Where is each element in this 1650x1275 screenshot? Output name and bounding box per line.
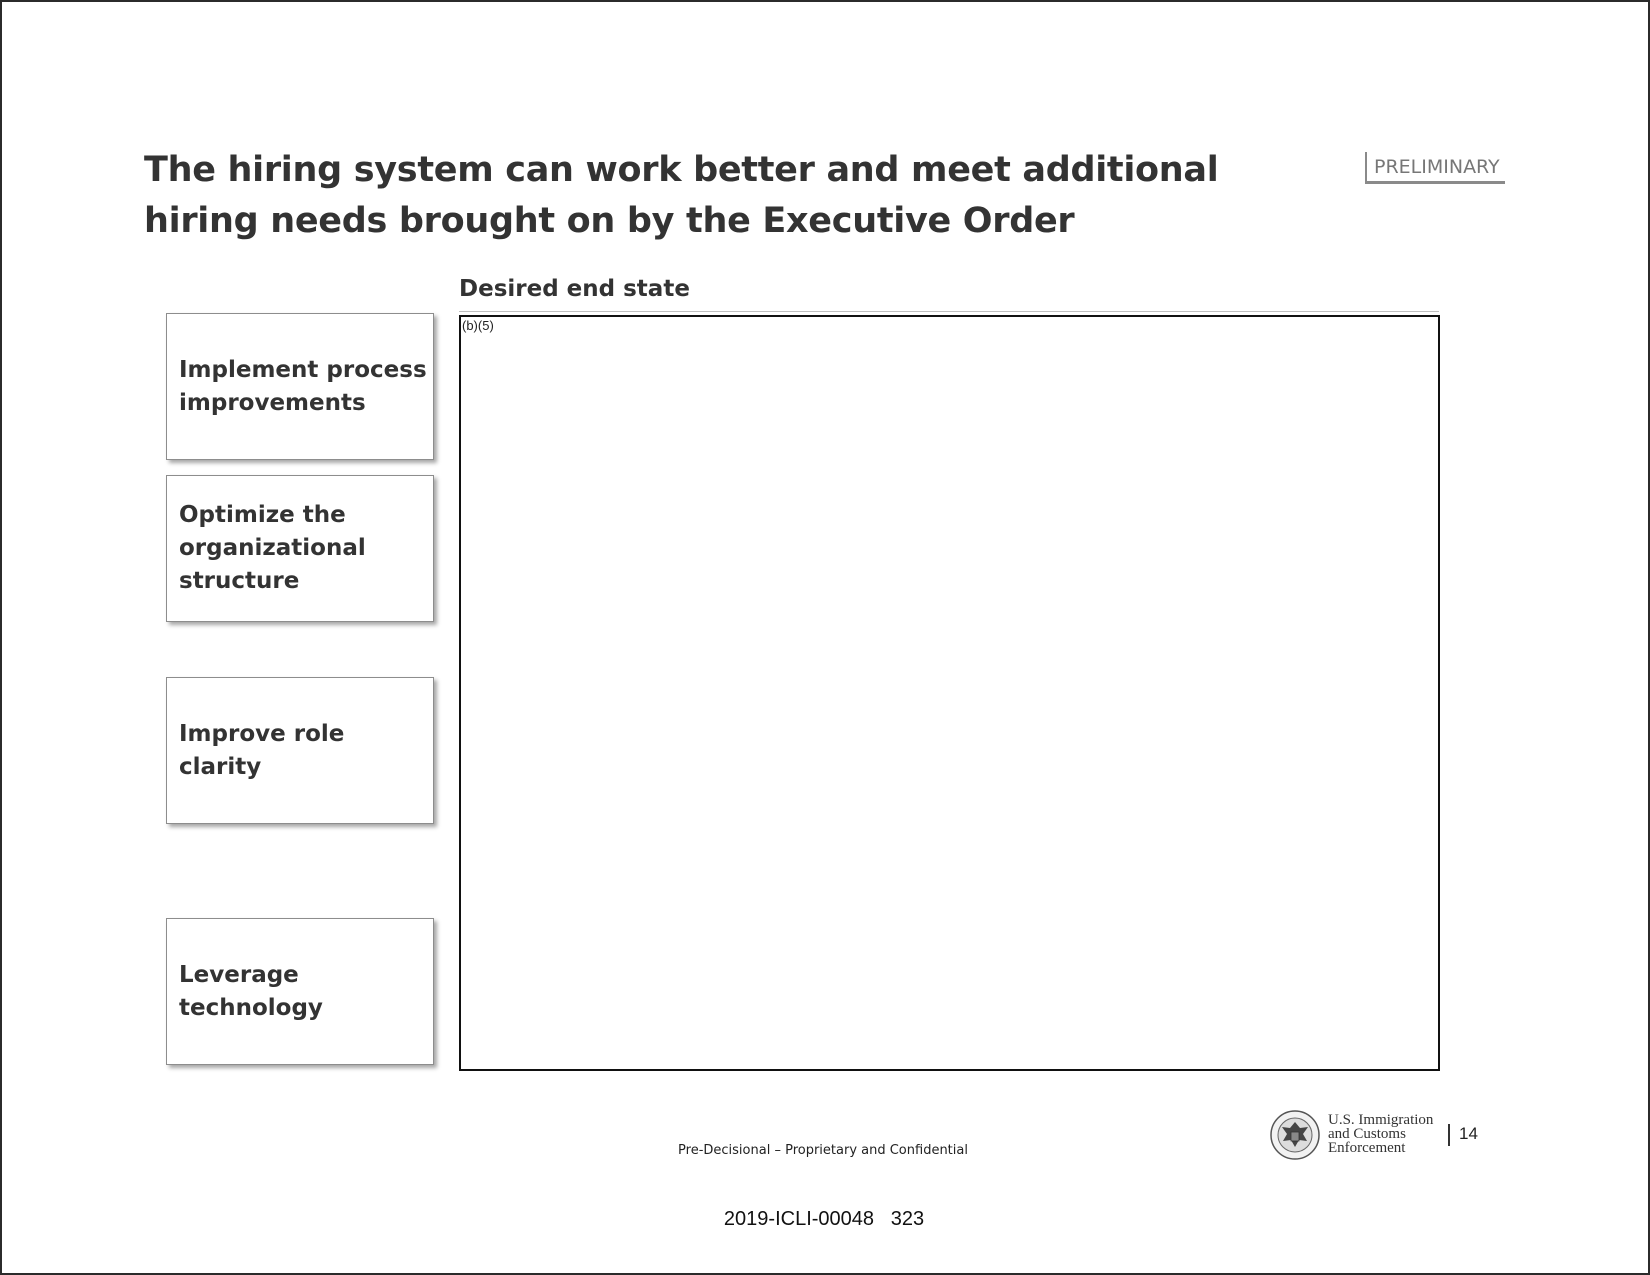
lever-label: Optimize the organizational structure (179, 502, 366, 594)
preliminary-tag: PRELIMINARY (1365, 152, 1505, 184)
lever-label: Improve role clarity (179, 720, 345, 780)
column-heading: Desired end state (459, 276, 690, 302)
lever-box-technology (166, 918, 434, 1065)
redaction-code: (b)(5) (462, 318, 494, 333)
confidentiality-text: Pre-Decisional – Proprietary and Confidential (678, 1143, 968, 1158)
heading-divider (459, 311, 1439, 312)
lever-box-organizational-structure (166, 475, 434, 622)
slide-title: The hiring system can work better and meet additional hiring needs brought on by the Executive Order (144, 150, 1219, 241)
document-stamp-text: 2019-ICLI-00048 323 (723, 1208, 925, 1230)
lever-label: Leverage technology (179, 961, 323, 1021)
document-stamp (0, 1208, 1650, 1231)
page-number-divider (1448, 1124, 1450, 1146)
lever-box-role-clarity (166, 677, 434, 824)
agency-name: U.S. Immigration and Customs Enforcement (1328, 1112, 1434, 1156)
agency-logo (1270, 1110, 1440, 1162)
lever-box-process-improvements (166, 313, 434, 460)
dhs-seal-icon (1270, 1110, 1320, 1160)
lever-label: Implement process improvements (179, 356, 427, 416)
redacted-content-box (459, 315, 1440, 1071)
page-number: 14 (1459, 1124, 1478, 1143)
